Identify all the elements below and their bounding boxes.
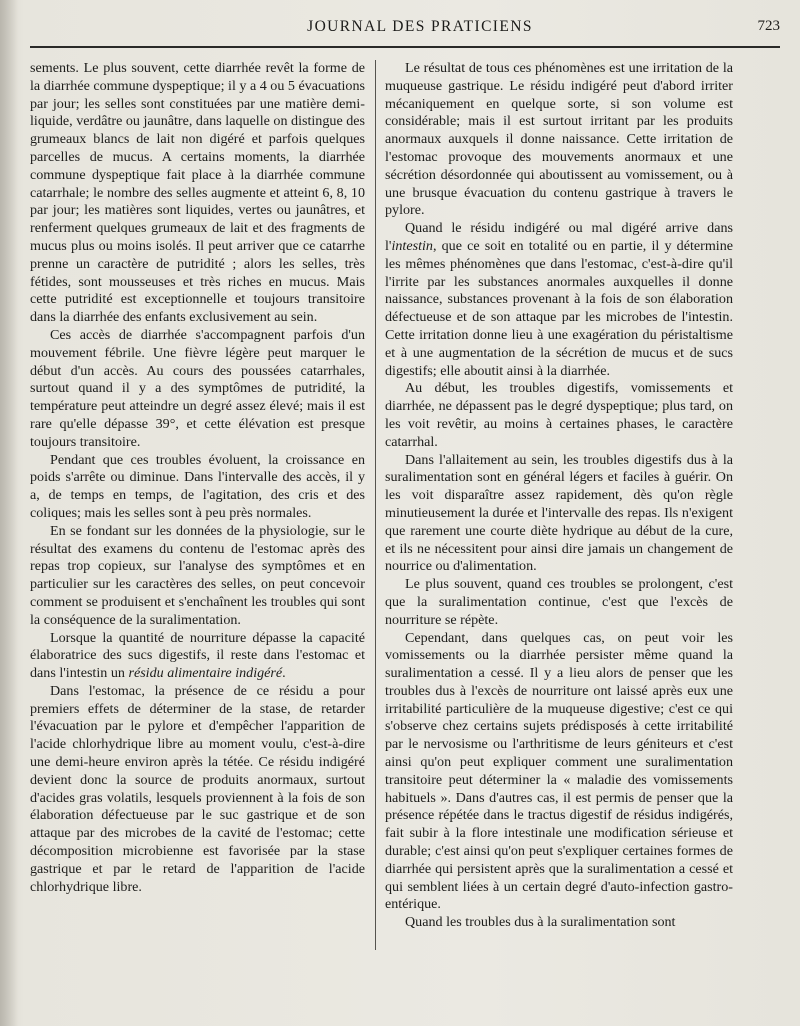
- header-rule: [30, 46, 780, 48]
- paragraph: Dans l'allaitement au sein, les troubles digestifs dus à la suralimentation sont en général légers et faciles à guérir. On les voit disparaître assez rapidement, dès qu'on règle minutieusement la durée et l'intervalle des repas. Ils n'exigent que rarement une courte diète hydrique au début de la cure, et ils ne nécessitent pour ainsi dire jamais un changement de nourrice ou d'alimentation.: [385, 451, 733, 575]
- paragraph: [30, 630, 365, 683]
- column-divider: [375, 60, 376, 950]
- paragraph: Cependant, dans quelques cas, on peut voir les vomissements ou la diarrhée persister même quand la suralimentation a cessé. Il y a lieu alors de penser que les troubles dus à l'excès de nourriture ont laissé après eux une irritabilité particulière de la muqueuse digestive; c'est ce qui s'observe chez certains sujets prédisposés à cette irritabilité par le nervosisme ou l'arthritisme de leurs géniteurs et c'est ainsi qu'on peut expliquer comment une suralimentation transitoire peut déterminer la « maladie des vomissements habituels ». Dans d'autres cas, il est permis de penser que la présence répétée dans le tractus digestif de résidus indigérés, fait subir à la flore intestinale une modification sérieuse et durable; c'est ainsi qu'on peut s'expliquer certaines formes de diarrhée qui persistent après que la suralimentation a cessé et qui semblent liées à un certain degré d'auto-infection gastro-entérique.: [385, 629, 733, 913]
- paragraph: En se fondant sur les données de la physiologie, sur le résultat des examens du contenu de l'estomac après des repas trop copieux, sur l'analyse des symptômes et en particulier sur les caractères des selles, on peut concevoir comment se produisent et s'enchaînent les troubles qui sont la conséquence de la suralimentation.: [30, 522, 365, 628]
- page-number: 723: [757, 18, 780, 34]
- paragraph: Le plus souvent, quand ces troubles se prolongent, c'est que la suralimentation continue, c'est que l'excès de nourriture se répète.: [385, 576, 733, 628]
- italic-term: résidu alimentaire indigéré: [128, 665, 283, 682]
- paragraph: [385, 220, 733, 380]
- paragraph-text: Quand le résidu indigéré ou mal digéré arrive dans l': [385, 220, 733, 254]
- italic-term: intestin: [391, 237, 433, 254]
- paragraph: Dans l'estomac, la présence de ce résidu a pour premiers effets de déterminer de la stase, de retarder l'évacuation par le pylore et d'empêcher l'apparition de l'acide chlorhydrique libre au moment voulu, c'est-à-dire une demi-heure environ après la tétée. Ce résidu indigéré devient donc la source de produits anormaux, surtout d'acides gras volatils, lesquels proviennent à la fois de son élaboration défectueuse par le suc gastrique et de son attaque par des microbes de la cavité de l'estomac; cette décomposition microbienne est favorisée par la stase gastrique et par le retard de l'apparition de l'acide chlorhydrique libre.: [30, 682, 365, 895]
- right-column: [385, 60, 733, 932]
- binding-shadow: [0, 0, 18, 1026]
- paragraph: Ces accès de diarrhée s'accompagnent parfois d'un mouvement fébrile. Une fièvre légère peut marquer le début d'un accès. Au cours des poussées catarrhales, surtout quand il y a des symptômes de putridité, la température peut atteindre un degré assez élevé; mais il est rare qu'elle dépasse 39°, et cette élévation est presque toujours transitoire.: [30, 326, 365, 450]
- paragraph-text: , que ce soit en totalité ou en partie, il y détermine les mêmes phénomènes que dans l'estomac, c'est-à-dire qu'il l'irrite par les substances anormales auxquelles il donne naissance, substances provenant à la fois de son élaboration défectueuse et de son attaque par les microbes de l'intestin. Cette irritation donne lieu à une exagération du péristaltisme et à une augmentation de la sécrétion de mucus et de sucs digestifs; elle aboutit ainsi à la diarrhée.: [385, 237, 733, 379]
- running-header: [30, 18, 780, 44]
- left-column: [30, 60, 365, 896]
- paragraph: Pendant que ces troubles évoluent, la croissance en poids s'arrête ou diminue. Dans l'intervalle des accès, il y a, de temps en temps, de l'agitation, des cris et des coliques; mais les selles sont à peu près normales.: [30, 451, 365, 521]
- paragraph-text: Lorsque la quantité de nourriture dépasse la capacité élaboratrice des sucs digestifs, il reste dans l'estomac et dans l'intestin un: [30, 629, 365, 682]
- journal-title: JOURNAL DES PRATICIENS: [307, 18, 533, 35]
- paragraph-text: .: [282, 665, 286, 682]
- paragraph: Le résultat de tous ces phénomènes est une irritation de la muqueuse gastrique. Le résidu indigéré peut d'abord irriter mécaniquement en quelque sorte, si son volume est considérable; mais il est surtout irritant par les produits anormaux auxquels il donne naissance. Cette irritation de l'estomac provoque des mouvements anormaux et une sécrétion désordonnée qui aboutissent au vomissement, ou à une brusque évacuation du contenu gastrique à travers le pylore.: [385, 60, 733, 219]
- paragraph: sements. Le plus souvent, cette diarrhée revêt la forme de la diarrhée commune dyspeptique; il y a 4 ou 5 évacuations par jour; les selles sont constituées par une matière demi-liquide, verdâtre ou jaunâtre, dans laquelle on distingue des grumeaux blancs de lait non digéré et parfois quelques parcelles de mucus. A certains moments, la diarrhée commune dyspeptique fait place à la diarrhée commune catarrhale; le nombre des selles augmente et atteint 6, 8, 10 par jour; les matières sont liquides, vertes ou jaunâtres, et renferment quelques grumeaux de lait et des fragments de mucus plus ou moins isolés. Il peut arriver que ce catarrhe prenne un caractère de putridité ; alors les selles, très fétides, sont mousseuses et très riches en mucus. Mais cette putridité est exceptionnelle et toujours transitoire dans la diarrhée des enfants exclusivement au sein.: [30, 60, 366, 326]
- paragraph: Au début, les troubles digestifs, vomissements et diarrhée, ne dépassent pas le degré dyspeptique; plus tard, on les voit revêtir, au moins à certaines phases, le caractère catarrhal.: [385, 380, 733, 450]
- paragraph: Quand les troubles dus à la suralimentation sont: [405, 914, 676, 931]
